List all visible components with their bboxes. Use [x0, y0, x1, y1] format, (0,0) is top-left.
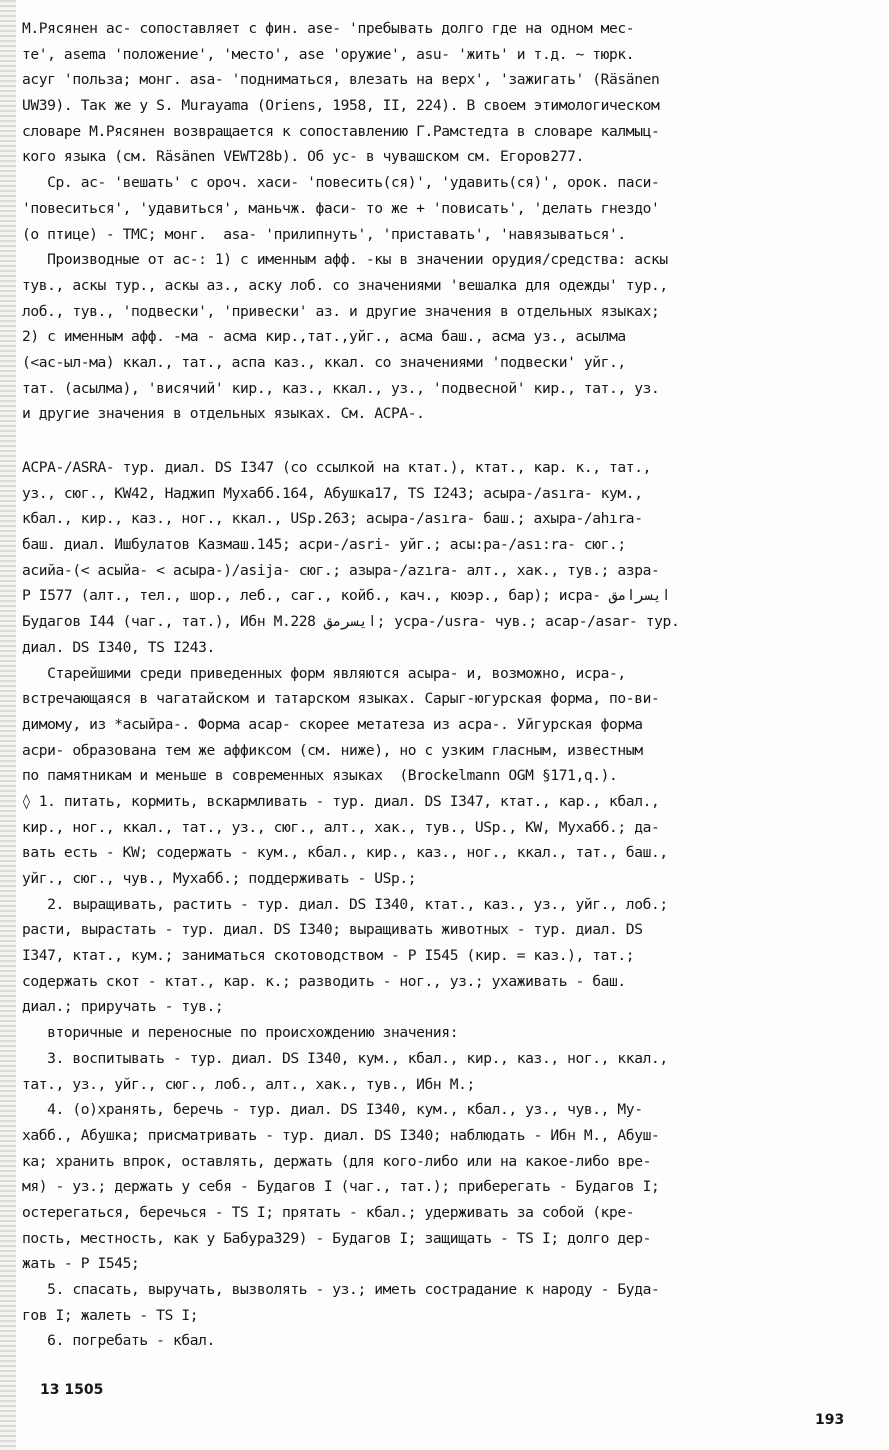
text-line: АСРА-/ASRA- тур. диал. DS I347 (со ссылкой на ктат.), ктат., кар. к., тат.,	[22, 459, 651, 476]
text-line: диал.; приручать - тув.;	[22, 998, 224, 1016]
print-signature: 13 1505	[40, 1382, 104, 1398]
text-line: ◊ 1. питать, кормить, вскармливать - тур. диал. DS I347, ктат., кар., кбал.,	[22, 792, 660, 810]
text-line: словаре М.Рясянен возвращается к сопоставлению Г.Рамстедта в словаре калмыц-	[22, 122, 660, 140]
text-line: I347, ктат., кум.; заниматься скотоводством - Р I545 (кир. = каз.), тат.;	[22, 947, 635, 965]
text-line: те', asema 'положение', 'место', ase 'оружие', asu- 'жить' и т.д. ~ тюрк.	[22, 45, 635, 63]
text-line: 3. воспитывать - тур. диал. DS I340, кум., кбал., кир., каз., ног., ккал.,	[22, 1049, 668, 1067]
text-line: 'повеситься', 'удавиться', маньчж. фаси- то же + 'повисать', 'делать гнездо'	[22, 199, 660, 217]
text-line: асийа-(< асыйа- < асыра-)/asija- сюг.; азыра-/azıra- алт., хак., тув.; азра-	[22, 561, 660, 579]
text-line: вторичные и переносные по происхождению значения:	[22, 1024, 459, 1042]
text-line: 2) с именным афф. -ма - асма кир.,тат.,уйг., асма баш., асма уз., асылма	[22, 328, 626, 346]
text-line: 2. выращивать, растить - тур. диал. DS I340, ктат., каз., уз., уйг., лоб.;	[22, 895, 668, 913]
text-line: Ср. ас- 'вешать' с ороч. хаси- 'повесить(ся)', 'удавить(ся)', орок. паси-	[22, 174, 660, 192]
text-line: диал. DS I340, TS I243.	[22, 638, 215, 656]
text-line: кир., ног., ккал., тат., уз., сюг., алт., хак., тув., USp., KW, Мухабб.; да-	[22, 818, 660, 836]
text-line: 4. (о)хранять, беречь - тур. диал. DS I340, кум., кбал., уз., чув., Му-	[22, 1101, 643, 1119]
text-line: уйг., сюг., чув., Мухабб.; поддерживать - USp.;	[22, 870, 417, 887]
text-line: (о птице) - ТМС; монг. asa- 'прилипнуть', 'приставать', 'навязываться'.	[22, 225, 626, 243]
text-line: Будагов I44 (чаг., тат.), Ибн М.228 ايسرمق; усра-/usra- чув.; асар-/asar- тур.	[22, 613, 680, 631]
text-line: вать есть - KW; содержать - кум., кбал., кир., каз., ног., ккал., тат., баш.,	[22, 844, 668, 862]
text-line: ка; хранить впрок, оставлять, держать (для кого-либо или на какое-либо вре-	[22, 1152, 651, 1170]
text-line: остерегаться, беречься - TS I; прятать - кбал.; удерживать за собой (кре-	[22, 1203, 635, 1221]
text-line: уз., сюг., KW42, Наджип Мухабб.164, Абушка17, TS I243; асыра-/asıra- кум.,	[22, 484, 643, 502]
text-line: кбал., кир., каз., ног., ккал., USp.263; асыра-/asıra- баш.; ахыра-/ahıra-	[22, 510, 643, 528]
text-line: по памятникам и меньше в современных языках (Brockelmann OGM §171,q.).	[22, 767, 618, 785]
text-line: Старейшими среди приведенных форм являются асыра- и, возможно, исра-,	[22, 664, 626, 682]
text-line: встречающаяся в чагатайском и татарском языках. Сарыг-югурская форма, по-ви-	[22, 690, 660, 708]
text-line: жать - Р I545;	[22, 1255, 140, 1273]
text-line: 5. спасать, выручать, вызволять - уз.; иметь сострадание к народу - Буда-	[22, 1281, 660, 1298]
text-line: мя) - уз.; держать у себя - Будагов I (чаг., тат.); приберегать - Будагов I;	[22, 1178, 660, 1196]
text-line: тув., аскы тур., аскы аз., аску лоб. со значениями 'вешалка для одежды' тур.,	[22, 276, 668, 294]
text-line: UW39). Так же у S. Murayama (Oriens, 1958, II, 224). В своем этимологическом	[22, 97, 660, 115]
text-line: кого языка (см. Räsänen VEWT28b). Об ус- в чувашском см. Егоров277.	[22, 148, 584, 166]
text-line: гов I; жалеть - TS I;	[22, 1306, 199, 1324]
text-line: пость, местность, как у Бабура329) - Будагов I; защищать - TS I; долго дер-	[22, 1229, 651, 1247]
text-line: 6. погребать - кбал.	[22, 1332, 215, 1350]
text-line: М.Рясянен ас- сопоставляет с фин. ase- 'пребывать долго где на одном мес-	[22, 20, 635, 37]
text-line: хабб., Абушка; присматривать - тур. диал. DS I340; наблюдать - Ибн М., Абуш-	[22, 1126, 660, 1144]
text-line: баш. диал. Ишбулатов Казмаш.145; асри-/asri- уйг.; асы:ра-/ası:ra- сюг.;	[22, 536, 626, 554]
scan-edge	[0, 0, 16, 1450]
text-line: лоб., тув., 'подвески', 'привески' аз. и другие значения в отдельных языках;	[22, 302, 660, 320]
text-line: (<ас-ыл-ма) ккал., тат., аспа каз., ккал. со значениями 'подвески' уйг.,	[22, 353, 626, 371]
page-number: 193	[815, 1412, 845, 1428]
text-line: расти, вырастать - тур. диал. DS I340; выращивать животных - тур. диал. DS	[22, 921, 643, 939]
text-line: асри- образована тем же аффиксом (см. ниже), но с узким гласным, известным	[22, 741, 643, 759]
paragraph-block-1	[22, 16, 874, 427]
entry-block-asra	[22, 455, 874, 1354]
text-line: тат. (асылма), 'висячий' кир., каз., ккал., уз., 'подвесной' кир., тат., уз.	[22, 379, 660, 397]
text-line: Производные от ас-: 1) с именным афф. -кы в значении орудия/средства: аскы	[22, 251, 668, 269]
text-line: Р I577 (алт., тел., шор., леб., саг., койб., кач., кюэр., бар); исра- ايسرامق	[22, 587, 671, 605]
text-line: димому, из *асыйра-. Форма асар- скорее метатеза из асра-. Уйгурская форма	[22, 715, 643, 733]
text-line: асуг 'польза; монг. asa- 'подниматься, влезать на верх', 'зажигать' (Räsänen	[22, 71, 660, 89]
text-line: тат., уз., уйг., сюг., лоб., алт., хак., тув., Ибн М.;	[22, 1075, 475, 1093]
text-line: содержать скот - ктат., кар. к.; разводить - ног., уз.; ухаживать - баш.	[22, 972, 626, 990]
text-line: и другие значения в отдельных языках. См. АСРА-.	[22, 405, 425, 423]
